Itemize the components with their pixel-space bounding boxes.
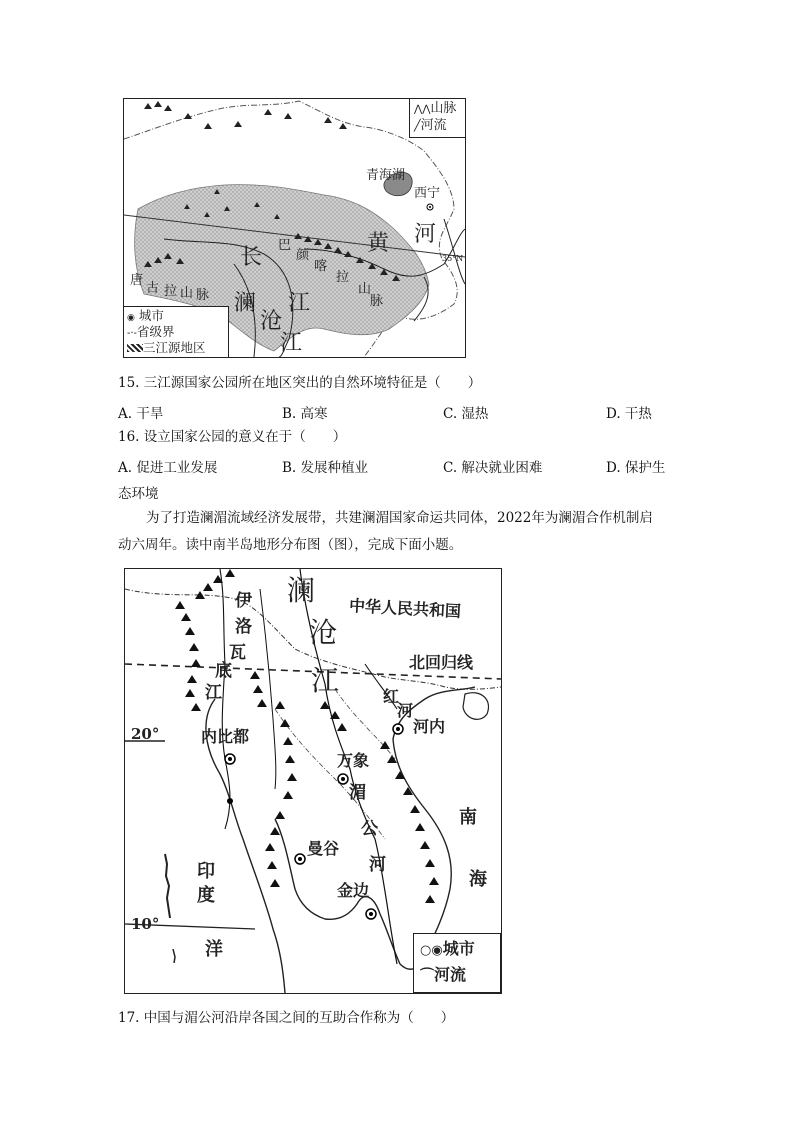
label-bayankala-mai: 脉 <box>370 294 384 309</box>
label-bayankala-ka: 喀 <box>314 259 328 274</box>
q15-option-b[interactable]: B. 高寒 <box>282 406 328 422</box>
label-south-sea-nan: 南 <box>459 807 477 828</box>
label-lat-10: 10° <box>131 915 160 933</box>
label-bayankala-shan: 山 <box>358 282 372 297</box>
label-tanggula-gu: 古 <box>146 281 160 296</box>
label-hanoi: 河内 <box>413 717 446 736</box>
label-bangkok: 曼谷 <box>307 839 340 858</box>
legend-city: 城市 <box>138 308 164 323</box>
label-tanggula-tang: 唐 <box>130 273 144 288</box>
label-bayankala-ba: 巴 <box>278 238 292 253</box>
label-lancang-jiang: 江 <box>311 664 340 697</box>
label-bayankala-la: 拉 <box>336 270 350 285</box>
passage-line-2: 动六周年。读中南半岛地形分布图（图），完成下面小题。 <box>118 537 463 553</box>
label-yellow-river-huang: 黄 <box>367 231 390 256</box>
sanjiangyuan-map <box>123 98 466 358</box>
q15-option-a[interactable]: A. 干旱 <box>118 406 164 422</box>
q16-option-d[interactable]: D. 保护生 <box>606 460 666 476</box>
border-icon: -·- <box>127 328 137 339</box>
hatch-icon <box>127 344 143 352</box>
label-tanggula-shan: 山 <box>180 286 194 301</box>
legend-border: 省级界 <box>136 324 175 339</box>
label-phnom-penh: 金边 <box>337 881 370 900</box>
question-16-stem: 16. 设立国家公园的意义在于（ ） <box>118 429 347 445</box>
label-lancang-jiang: 江 <box>280 331 303 356</box>
label-lancang-cang: 沧 <box>309 616 338 649</box>
question-15-stem: 15. 三江源国家公园所在地区突出的自然环境特征是（ ） <box>118 375 482 391</box>
label-irrawaddy-yi: 伊 <box>235 591 252 611</box>
label-35n: 35°N <box>442 254 464 263</box>
label-tropic-of-cancer: 北回归线 <box>409 653 474 672</box>
city-icon: ◉ <box>127 313 135 323</box>
label-yellow-river-he: 河 <box>414 222 437 247</box>
passage-line-1: 为了打造澜湄流域经济发展带，共建澜湄国家命运共同体，2022年为澜湄合作机制启 <box>146 510 653 526</box>
label-indian-ocean-yin: 印 <box>197 861 215 882</box>
label-lat-20: 20° <box>131 725 160 743</box>
label-lancang-cang: 沧 <box>260 309 283 334</box>
label-tanggula-la: 拉 <box>164 284 178 299</box>
label-red-river-he: 河 <box>397 701 414 720</box>
label-mekong-he: 河 <box>369 855 386 875</box>
label-naypyidaw: 内比都 <box>201 727 250 746</box>
label-changjiang-jiang: 江 <box>288 291 311 316</box>
label-prc: 中华人民共和国 <box>348 596 462 621</box>
q16-option-b[interactable]: B. 发展种植业 <box>282 460 369 476</box>
label-tanggula-mai: 脉 <box>196 288 210 303</box>
legend-city: 城市 <box>442 939 475 958</box>
label-lancang-lan: 澜 <box>287 574 316 607</box>
q15-option-c[interactable]: C. 湿热 <box>443 406 489 422</box>
label-mekong-gong: 公 <box>361 819 378 839</box>
river-icon: ⌒ <box>420 968 434 984</box>
label-south-sea-hai: 海 <box>469 869 487 890</box>
q16-option-d-continued: 态环境 <box>118 486 159 502</box>
legend-river: 河流 <box>420 118 447 133</box>
city-icon: ○◉ <box>420 943 443 958</box>
q15-option-d[interactable]: D. 干热 <box>606 406 652 422</box>
label-changjiang-chang: 长 <box>240 245 263 270</box>
label-xining: 西宁 <box>414 186 441 201</box>
legend-mountain: 山脉 <box>430 101 457 116</box>
label-bayankala-yan: 颜 <box>296 248 310 263</box>
question-17-stem: 17. 中国与湄公河沿岸各国之间的互助合作称为（ ） <box>118 1010 455 1026</box>
q16-option-a[interactable]: A. 促进工业发展 <box>118 460 218 476</box>
label-irrawaddy-wa: 瓦 <box>229 643 246 663</box>
label-qinghai-lake: 青海湖 <box>366 168 406 183</box>
q16-option-c[interactable]: C. 解决就业困难 <box>443 460 543 476</box>
map1-legend-top <box>409 98 466 138</box>
label-vientiane: 万象 <box>337 751 370 770</box>
label-indian-ocean-yang: 洋 <box>205 939 223 960</box>
mountain-icon: ⋀⋀ <box>414 104 431 115</box>
label-irrawaddy-luo: 洛 <box>235 617 252 637</box>
river-icon: ╱ <box>414 119 421 132</box>
label-red-river-hong: 红 <box>383 687 400 706</box>
indochina-map <box>124 568 502 994</box>
label-irrawaddy-jiang: 江 <box>205 683 222 703</box>
label-mekong-mei: 湄 <box>349 783 366 803</box>
legend-sanjiangyuan: 三江源地区 <box>143 340 206 355</box>
label-indian-ocean-du: 度 <box>197 885 215 906</box>
map2-legend <box>413 933 501 993</box>
legend-river: 河流 <box>434 965 467 984</box>
map1-legend-bottom <box>123 306 229 358</box>
label-irrawaddy-di: 底 <box>215 661 232 681</box>
label-lancang-lan: 澜 <box>234 291 257 316</box>
